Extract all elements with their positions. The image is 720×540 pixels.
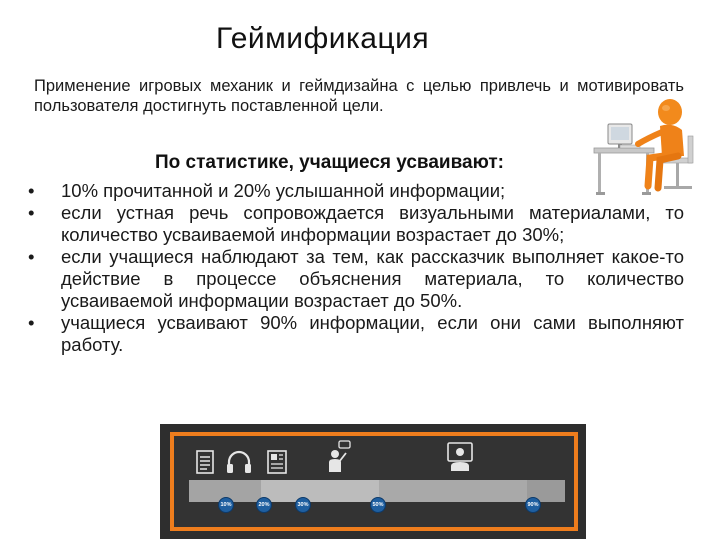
scale-marker-10: 10% xyxy=(218,497,234,513)
bullet-marker: • xyxy=(28,312,35,333)
picture-document-icon xyxy=(266,450,288,474)
headphones-icon xyxy=(226,450,252,474)
slide-title: Геймификация xyxy=(216,22,430,55)
statistics-heading: По статистике, учащиеся усваивают: xyxy=(155,152,504,173)
list-item xyxy=(28,246,684,312)
bullet-marker: • xyxy=(28,202,35,223)
list-item xyxy=(28,180,591,202)
bar-segment xyxy=(261,480,379,502)
intro-text: Применение игровых механик и геймдизайна с целью привлечь и мотивировать пользователя достигнуть поставленной цели. xyxy=(34,77,684,115)
list-item-text: 10% прочитанной и 20% услышанной информации; xyxy=(61,180,506,201)
list-item-text: если учащиеся наблюдают за тем, как рассказчик выполняет какое-то действие в процессе объяснения материала, то количество усваиваемой информации возрастает до 50%. xyxy=(61,246,684,311)
scale-marker-50: 50% xyxy=(370,497,386,513)
document-icon xyxy=(194,450,216,474)
scale-marker-20: 20% xyxy=(256,497,272,513)
statistics-list xyxy=(28,180,684,356)
scale-marker-90: 90% xyxy=(525,497,541,513)
person-at-computer-icon xyxy=(446,442,474,472)
list-item-text: если устная речь сопровождается визуальными материалами, то количество усваиваемой информации возрастает до 30%; xyxy=(61,202,684,245)
retention-scale-frame xyxy=(170,432,578,531)
presenter-icon xyxy=(326,440,352,474)
list-item xyxy=(28,312,684,356)
bar-segment xyxy=(379,480,527,502)
list-item-text: учащиеся усваивают 90% информации, если они сами выполняют работу. xyxy=(61,312,684,355)
retention-scale-panel xyxy=(160,424,586,539)
bullet-marker: • xyxy=(28,180,35,201)
list-item xyxy=(28,202,684,246)
scale-marker-30: 30% xyxy=(295,497,311,513)
bullet-marker: • xyxy=(28,246,35,267)
